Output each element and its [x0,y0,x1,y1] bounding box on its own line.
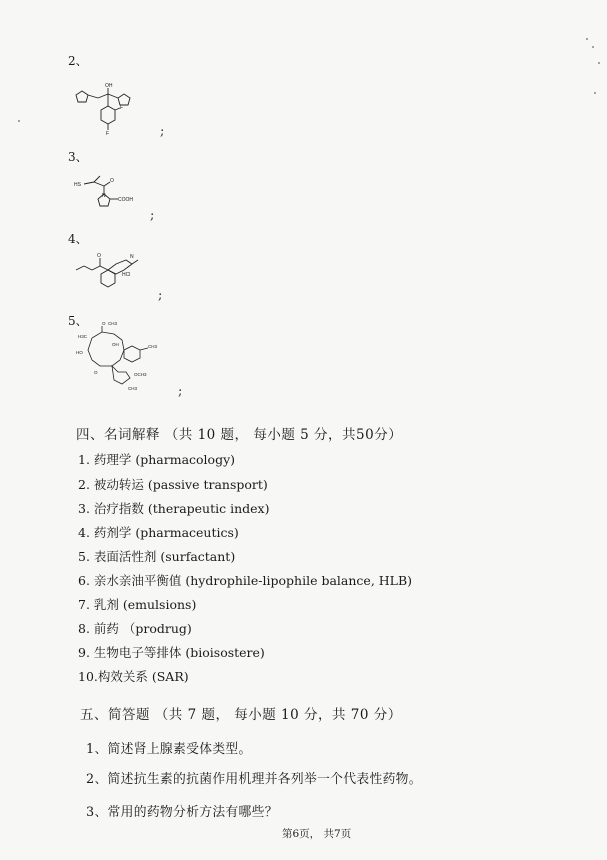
list-item: 4. 药剂学 (pharmaceutics) [78,525,239,540]
answer-mark: ; [150,208,155,223]
answer-mark: ; [158,288,163,303]
list-item: 2、简述抗生素的抗菌作用机理并各列举一个代表性药物。 [86,772,422,787]
atom-label: OH [112,342,119,347]
atom-label: CH3 [148,344,158,349]
chemical-structure-fluconazole [68,80,148,140]
atom-label: HS [74,182,81,188]
atom-label: F [120,105,124,111]
atom-label: HO [76,350,83,355]
page-number: 第6页， 共7页 [282,828,352,840]
atom-label: H3C [78,334,88,339]
list-item: 3、常用的药物分析方法有哪些？ [86,805,278,820]
atom-label: O [97,253,101,259]
list-item: 3. 治疗指数 (therapeutic index) [78,501,270,516]
answer-mark: ; [178,384,183,399]
list-item: 1. 药理学 (pharmacology) [78,452,236,467]
structure-number: 5、 [68,314,88,328]
list-item: 6. 亲水亲油平衡值 (hydrophile-lipophile balance, HLB) [78,573,413,588]
scan-speck [592,46,594,48]
atom-label: HCl [122,272,131,278]
scan-speck [594,92,596,94]
scan-speck [598,62,600,64]
chemical-structure-pethidine [72,248,162,303]
section-heading: 五、简答题 （共 7 题， 每小题 10 分，共 70 分） [80,707,402,723]
list-item: 1、简述肾上腺素受体类型。 [86,742,252,757]
atom-label: O [102,321,106,326]
structure-number: 4、 [68,232,88,246]
atom-label: F [106,131,110,137]
atom-label: N [130,254,134,260]
atom-label: COOH [118,197,133,203]
atom-label: OCH3 [134,372,147,377]
scan-speck [586,38,588,40]
structure-number: 2、 [68,54,88,68]
list-item: 8. 前药 （prodrug) [78,621,192,636]
atom-label: O [110,178,114,184]
list-item: 7. 乳剂 (emulsions) [78,597,197,612]
atom-label: N [102,193,106,199]
atom-label: OH [105,83,113,89]
list-item: 10.构效关系 (SAR) [78,669,189,684]
scan-speck [18,120,20,122]
structure-number: 3、 [68,150,88,164]
list-item: 2. 被动转运 (passive transport) [78,477,268,492]
chemical-structure-captopril [72,172,155,223]
atom-label: CH3 [108,321,118,326]
atom-label: CH3 [128,386,138,391]
answer-mark: ; [160,124,165,139]
section-heading: 四、名词解释 （共 10 题， 每小题 5 分，共50分） [76,427,403,443]
list-item: 9. 生物电子等排体 (bioisostere) [78,645,265,660]
atom-label: O [94,370,98,375]
chemical-structure-erythromycin [72,318,172,398]
list-item: 5. 表面活性剂 (surfactant) [78,549,236,564]
